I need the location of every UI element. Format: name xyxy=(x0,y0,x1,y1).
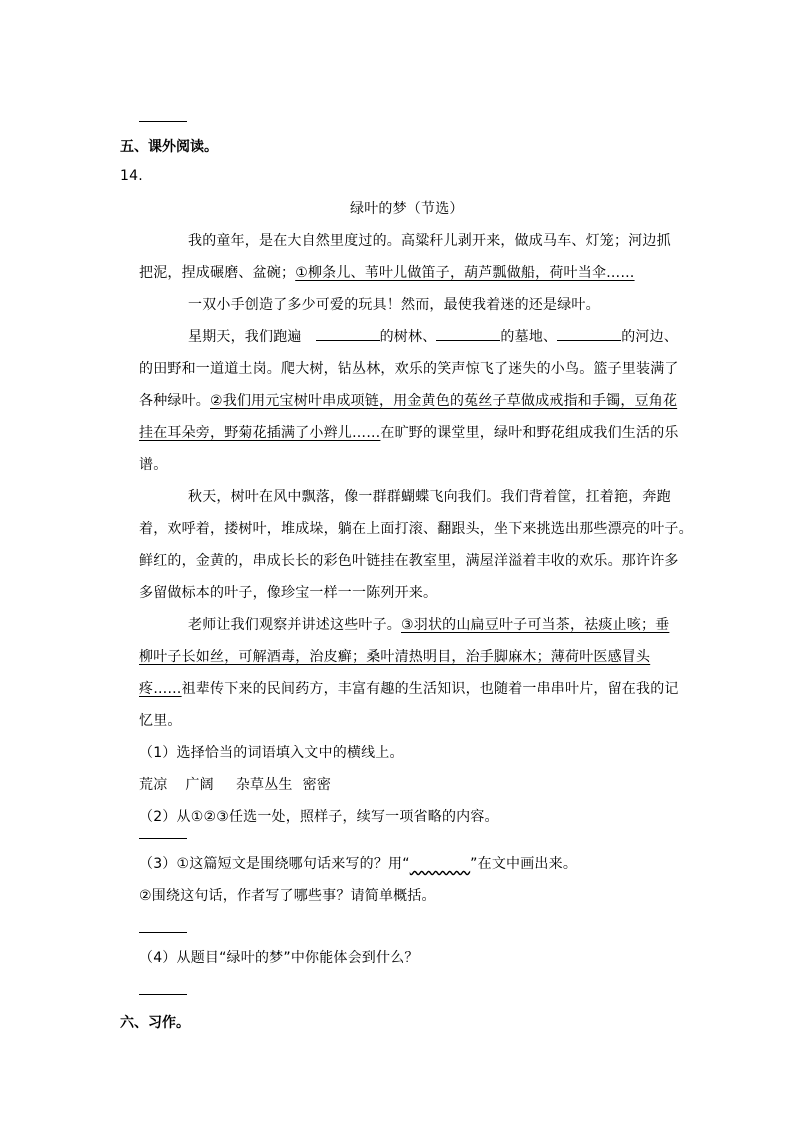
question-3a xyxy=(139,853,577,873)
wavy-line-mark xyxy=(410,856,470,872)
p3-line3 xyxy=(139,390,677,410)
p4-line2: 着，欢呼着，搂树叶，堆成垛，躺在上面打滚、翻跟头，坐下来挑选出那些漂亮的叶子。 xyxy=(139,521,693,537)
sentence-3-underlined-b: 柳叶子长如丝，可解酒毒，治皮癣；桑叶清热明目，治手脚麻木；薄荷叶医感冒头 xyxy=(139,649,651,665)
fill-blank-1[interactable] xyxy=(316,326,380,341)
p3-text-b: 的树林、 xyxy=(379,329,437,345)
p5-line3-text: 祖辈传下来的民间药方，丰富有趣的生活知识，也随着一串串叶片，留在我的记 xyxy=(181,681,679,697)
sentence-1-underlined: ①柳条儿、苇叶儿做笛子，葫芦瓢做船，荷叶当伞…… xyxy=(295,265,635,281)
question-1: （1）选择恰当的词语填入文中的横线上。 xyxy=(139,745,404,761)
p2-line1: 一双小手创造了多少可爱的玩具！然而，最使我着迷的还是绿叶。 xyxy=(188,297,600,313)
sentence-2-underlined-b: 挂在耳朵旁，野菊花插满了小辫儿…… xyxy=(139,425,381,441)
section-five-title: 五、课外阅读。 xyxy=(120,139,218,155)
p5-line4: 忆里。 xyxy=(139,713,182,729)
answer-blank-q4[interactable] xyxy=(139,994,187,995)
p1-line1: 我的童年，是在大自然里度过的。高粱秆儿剥开来，做成马车、灯笼；河边抓 xyxy=(188,233,671,249)
p3-line3-text: 各种绿叶。 xyxy=(139,393,210,409)
question-3b: ②围绕这句话，作者写了哪些事？请简单概括。 xyxy=(139,888,436,904)
p3-text-d: 的河边、 xyxy=(621,329,679,345)
word-option-4: 密密 xyxy=(302,777,332,793)
question-2: （2）从①②③任选一处，照样子，续写一项省略的内容。 xyxy=(139,809,499,825)
p4-line4: 多留做标本的叶子，像珍宝一样一一陈列开来。 xyxy=(139,585,438,601)
p3-line4 xyxy=(139,422,679,442)
p3-text-a: 星期天，我们跑遍 xyxy=(188,329,302,345)
answer-blank-q3[interactable] xyxy=(139,932,187,933)
answer-blank-top[interactable] xyxy=(139,121,187,122)
word-option-3: 杂草丛生 xyxy=(235,777,293,793)
p3-line1 xyxy=(188,326,678,346)
p3-line2: 的田野和一道道土岗。爬大树，钻丛林，欢乐的笑声惊飞了迷失的小鸟。篮子里装满了 xyxy=(139,361,679,377)
p1-line2-text: 把泥，捏成碾磨、盆碗； xyxy=(139,265,296,281)
answer-blank-q2[interactable] xyxy=(139,838,187,839)
p1-line2 xyxy=(139,262,635,282)
word-option-2: 广阔 xyxy=(185,777,214,793)
p4-line1: 秋天，树叶在风中飘落，像一群群蝴蝶飞向我们。我们背着筐，扛着筢，奔跑 xyxy=(188,489,671,505)
p5-line3 xyxy=(139,678,679,698)
q3a-text-pre: （3）①这篇短文是围绕哪句话来写的？用“ xyxy=(139,856,410,872)
fill-blank-3[interactable] xyxy=(557,326,621,341)
p5-line1 xyxy=(188,614,669,634)
question-4: （4）从题目“绿叶的梦”中你能体会到什么？ xyxy=(139,950,419,966)
p4-line3: 鲜红的，金黄的，串成长长的彩色叶链挂在教室里，满屋洋溢着丰收的欢乐。那许许多 xyxy=(139,553,679,569)
q3a-text-post: ”在文中画出来。 xyxy=(470,856,578,872)
word-option-1: 荒凉 xyxy=(139,777,168,793)
p3-text-c: 的墓地、 xyxy=(500,329,558,345)
question-number: 14. xyxy=(120,168,143,184)
sentence-3-underlined-a: ③羽状的山扁豆叶子可当茶，祛痰止咳；垂 xyxy=(401,617,670,633)
passage-title: 绿叶的梦（节选） xyxy=(350,201,464,217)
p3-line4-text: 在旷野的课堂里，绿叶和野花组成我们生活的乐 xyxy=(380,425,679,441)
fill-blank-2[interactable] xyxy=(436,326,500,341)
p3-line5: 谱。 xyxy=(139,457,168,473)
sentence-2-underlined-a: ②我们用元宝树叶串成项链，用金黄色的菟丝子草做成戒指和手镯，豆角花 xyxy=(210,393,678,409)
p5-line1-text: 老师让我们观察并讲述这些叶子。 xyxy=(188,617,401,633)
word-options xyxy=(139,774,331,794)
section-six-title: 六、习作。 xyxy=(120,1015,190,1031)
sentence-3-underlined-c: 疼…… xyxy=(139,681,182,697)
